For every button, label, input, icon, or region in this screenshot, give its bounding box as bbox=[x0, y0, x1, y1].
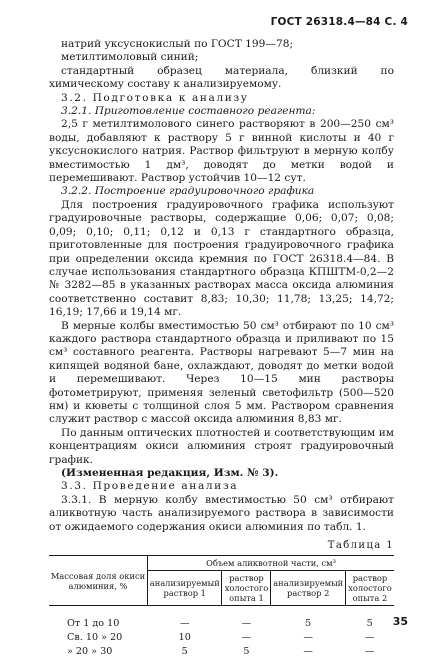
table-cell-range: » 20 » 30 bbox=[67, 646, 113, 658]
paragraph-optical-density: По данным оптических плотностей и соответствующим им концентрациям окиси алюминия строят градуировочный график. bbox=[49, 426, 394, 466]
paragraph-3-3-1: 3.3.1. В мерную колбу вместимостью 50 см³ отбирают аликвотную часть анализируемого раствора в зависимости от ожидаемого содержания окиси алюминия по табл. 1. bbox=[49, 493, 394, 533]
running-header: ГОСТ 26318.4—84 С. 4 bbox=[270, 16, 408, 28]
reagent-line-standard-sample: стандартный образец материала, близкий по химическому составу к анализируемому. bbox=[49, 64, 394, 91]
table-cell: — bbox=[303, 646, 314, 658]
page-number: 35 bbox=[392, 615, 408, 628]
table-cell: 5 bbox=[305, 618, 312, 630]
subsection-heading-3-2-1: 3.2.1. Приготовление составного реагента: bbox=[61, 105, 316, 118]
table-cell-range: Св. 10 » 20 bbox=[67, 632, 123, 644]
table-cell: 10 bbox=[178, 632, 191, 644]
table-cell-range: От 1 до 10 bbox=[67, 618, 120, 630]
table-header-mass-fraction: Массовая доля окиси алюминия, % bbox=[49, 556, 148, 606]
subsection-heading-3-2-2: 3.2.2. Построение градуировочного графика bbox=[61, 185, 315, 198]
reagent-line-methylthymol-blue: метилтимоловый синий; bbox=[61, 51, 199, 64]
amendment-note: (Измененная редакция, Изм. № 3). bbox=[61, 467, 279, 479]
aliquot-table bbox=[49, 555, 394, 659]
table-cell: — bbox=[241, 618, 252, 630]
section-heading-3-2: 3.2. Подготовка к анализу bbox=[61, 91, 249, 104]
table-row bbox=[49, 631, 394, 645]
table-subheader-solution-1: анализируемый раствор 1 bbox=[148, 571, 222, 606]
table-cell: 5 bbox=[181, 646, 188, 658]
table-cell: — bbox=[364, 646, 375, 658]
table-title: Таблица 1 bbox=[327, 540, 394, 552]
table-row bbox=[49, 645, 394, 659]
table-cell: — bbox=[364, 632, 375, 644]
table-subheader-solution-2: анализируемый раствор 2 bbox=[271, 571, 345, 606]
paragraph-flasks: В мерные колбы вместимостью 50 см³ отбирают по 10 см³ каждого раствора стандартного образца и приливают по 15 см³ составного реагента. Растворы нагревают 5—7 мин на кипящей водяной бане, охлаждают, доводят до метки водой и перемешивают. Через 10—15 мин растворы фотометрируют, применяя зеленый светофильтр (500—520 нм) и кюветы с толщиной слоя 5 мм. Раствором сравнения служит раствор с массой оксида алюминия 8,83 мг. bbox=[49, 319, 394, 426]
table-cell: 5 bbox=[243, 646, 250, 658]
table-subheader-blank-1: раствор холостого опыта 1 bbox=[222, 571, 271, 606]
table-header-aliquot-volume: Объем аликвотной части, см³ bbox=[148, 556, 395, 571]
table-cell: 5 bbox=[366, 618, 373, 630]
section-heading-3-3: 3.3. Проведение анализа bbox=[61, 480, 239, 493]
table-row bbox=[49, 617, 394, 631]
table-subheader-blank-2: раствор холостого опыта 2 bbox=[345, 571, 394, 606]
page-body bbox=[49, 38, 394, 659]
paragraph-calibration: Для построения градуировочного графика используют градуировочные растворы, содержащие 0,06; 0,07; 0,08; 0,09; 0,10; 0,11; 0,12 и 0,13 г стандартного образца, приготовленные для построения градуировочного графика при определении оксида кремния по ГОСТ 26318.4—84. В случае использования стандартного образца КПШТМ-0,2—2 № 3282—85 в указанных растворах масса оксида алюминия соответственно составит 8,83; 10,30; 11,78; 13,25; 14,72; 16,19; 17,66 и 19,14 мг. bbox=[49, 198, 394, 319]
reagent-line-sodium-acetate: натрий уксуснокислый по ГОСТ 199—78; bbox=[61, 38, 294, 50]
table-cell: — bbox=[303, 632, 314, 644]
table-cell: — bbox=[179, 618, 190, 630]
paragraph-reagent-prep: 2,5 г метилтимолового синего растворяют в 200—250 см³ воды, добавляют к раствору 5 г винной кислоты и 40 г уксуснокислого натрия. Раствор фильтруют в мерную колбу вместимостью 1 дм³, доводят до метки водой и перемешивают. Раствор устойчив 10—12 сут. bbox=[49, 118, 394, 185]
table-cell: — bbox=[241, 632, 252, 644]
